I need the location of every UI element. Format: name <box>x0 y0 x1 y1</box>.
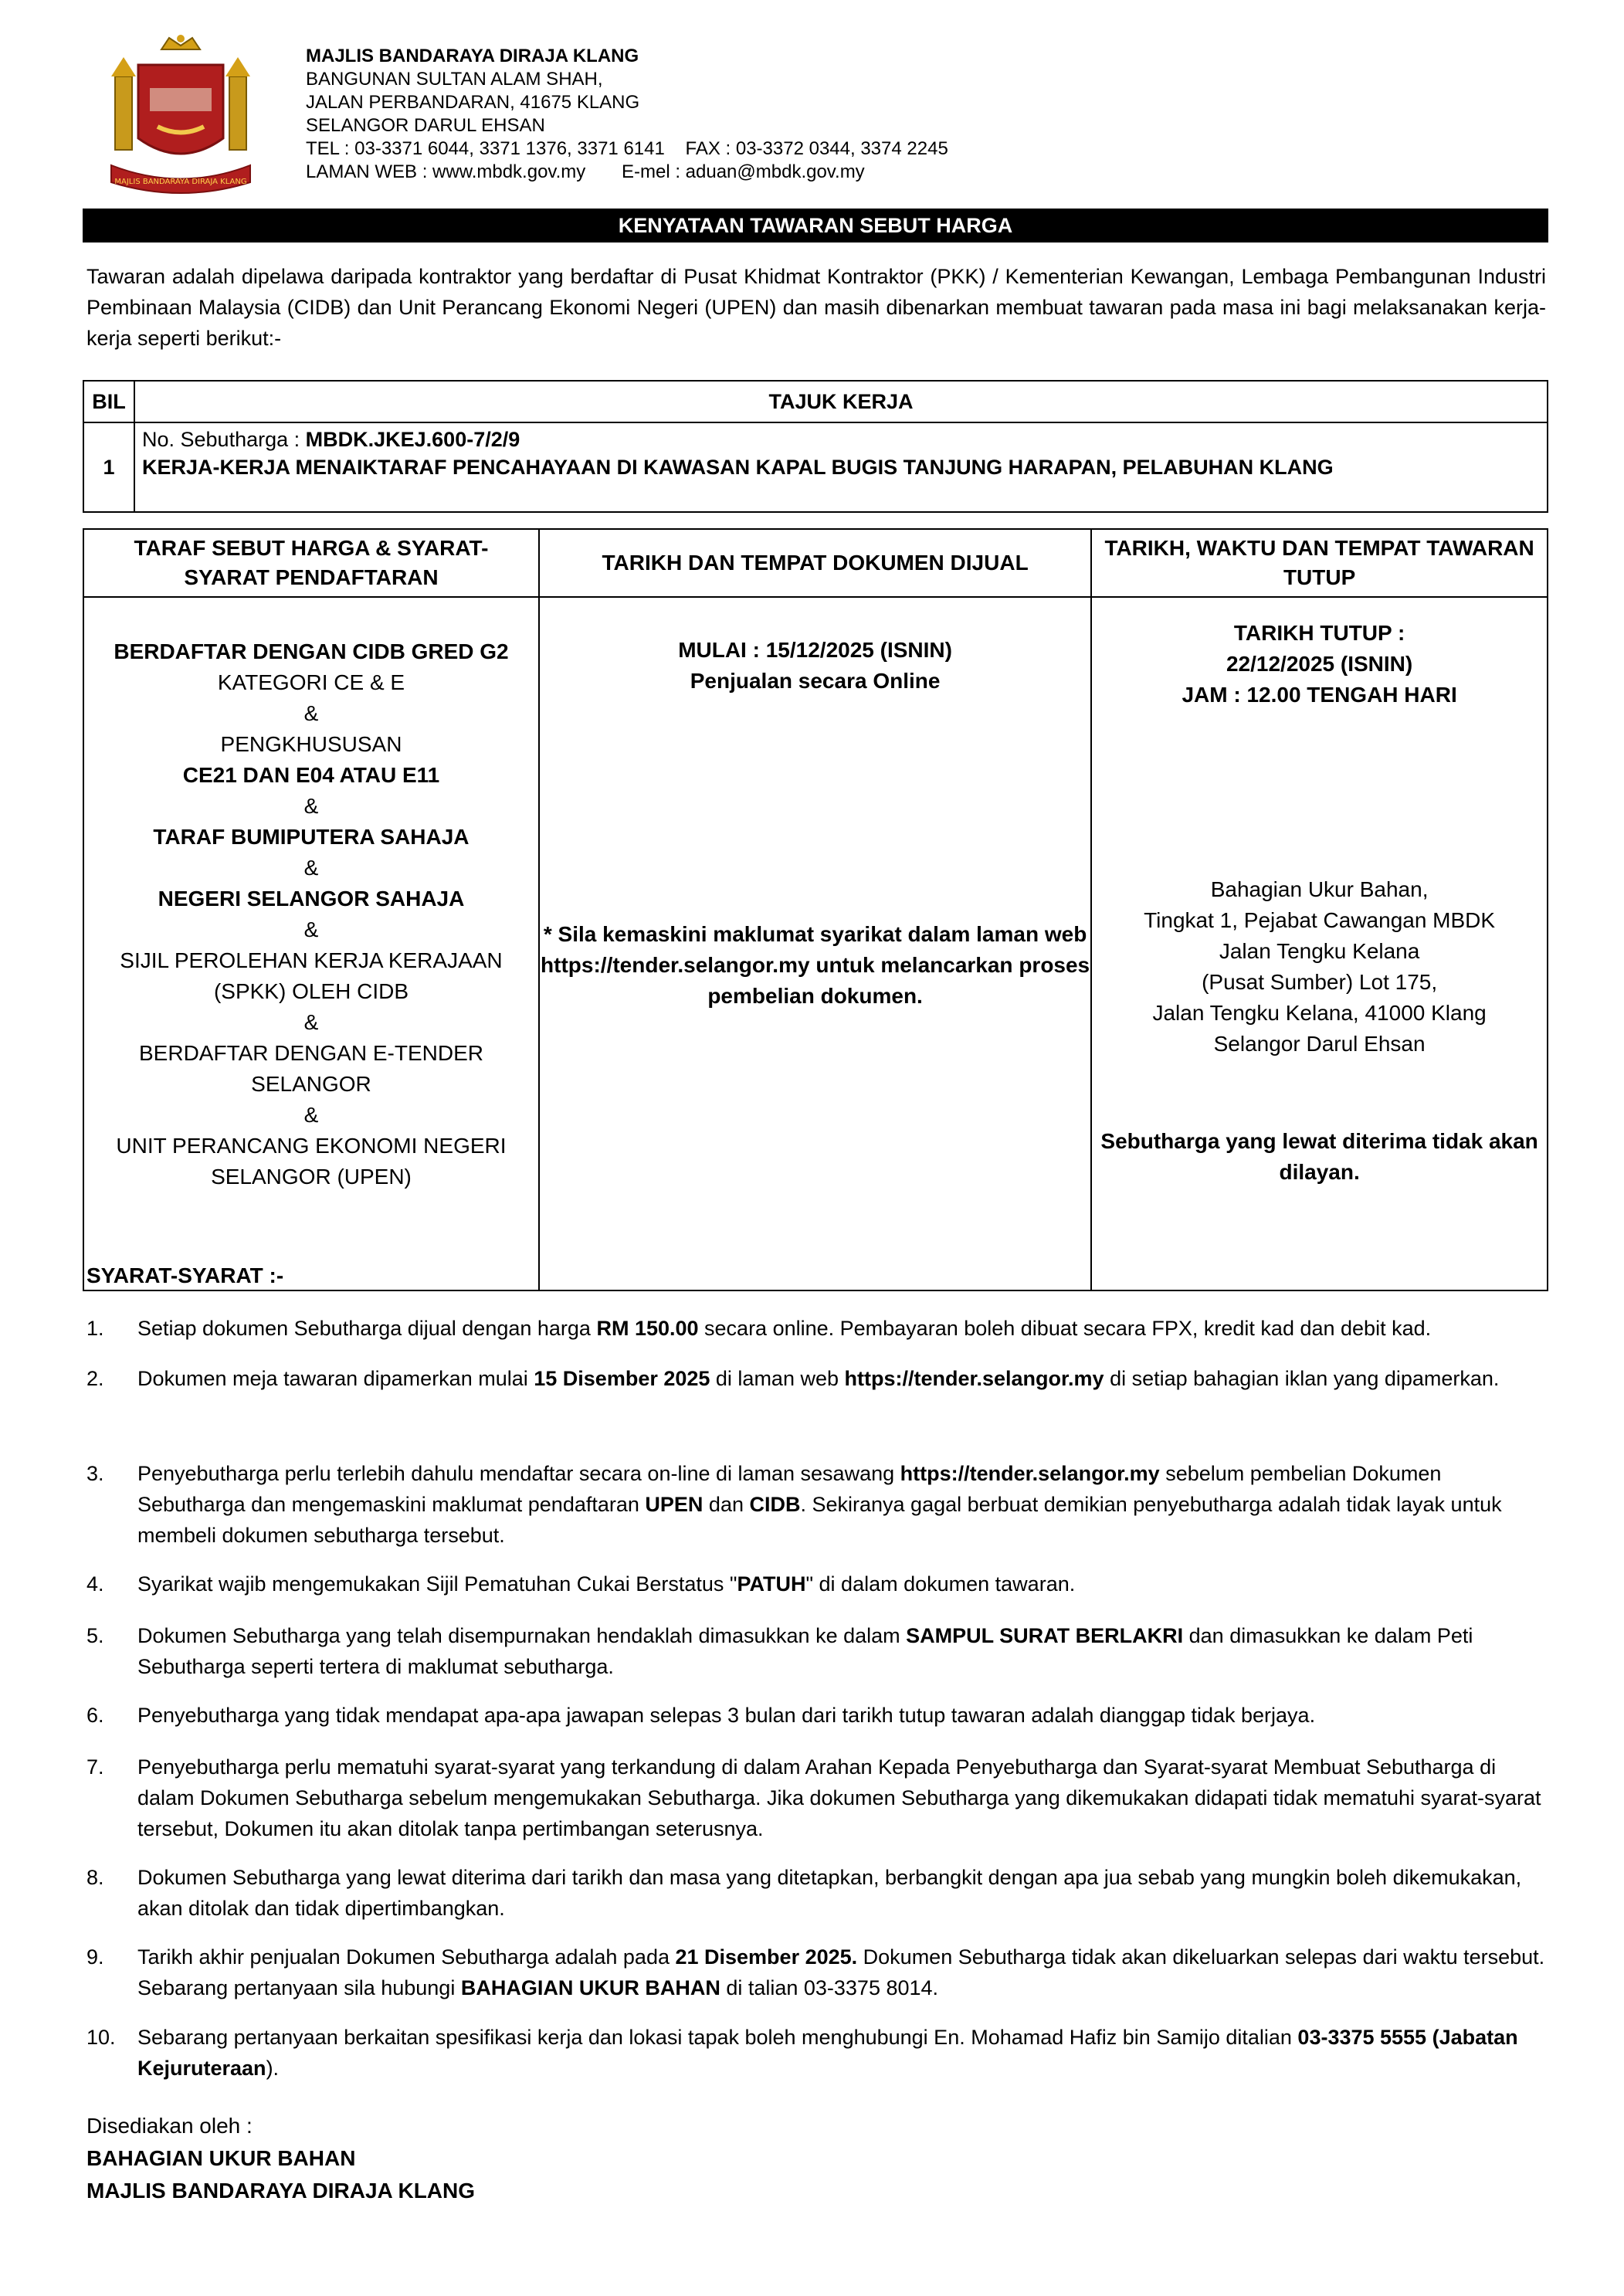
condition-segment: " di dalam dokumen tawaran. <box>805 1572 1076 1596</box>
condition-emphasis: PATUH <box>737 1572 806 1596</box>
closing-time: JAM : 12.00 TENGAH HARI <box>1182 683 1457 707</box>
condition-emphasis: https://tender.selangor.my <box>900 1462 1160 1485</box>
req-kategori: KATEGORI CE & E <box>217 670 405 694</box>
condition-segment: Dokumen Sebutharga yang telah disempurnakan hendaklah dimasukkan ke dalam <box>137 1624 907 1647</box>
condition-item <box>86 1942 1546 2003</box>
req-upen: UNIT PERANCANG EKONOMI NEGERI SELANGOR (UPEN) <box>116 1134 507 1189</box>
web-email: LAMAN WEB : www.mbdk.gov.my E-mel : aduan@mbdk.gov.my <box>306 161 865 182</box>
condition-emphasis: UPEN <box>645 1493 704 1516</box>
condition-number: 3. <box>86 1462 104 1485</box>
condition-item <box>86 1458 1546 1551</box>
header-tarikh-tutup: TARIKH, WAKTU DAN TEMPAT TAWARAN TUTUP <box>1091 529 1548 597</box>
ampersand: & <box>303 1010 319 1034</box>
condition-item <box>86 1700 1546 1731</box>
address-line-1: BANGUNAN SULTAN ALAM SHAH, <box>306 69 603 90</box>
letterhead <box>103 34 1571 201</box>
condition-text <box>137 1363 1546 1394</box>
ampersand: & <box>303 1103 319 1127</box>
closing-label: TARIKH TUTUP : <box>1233 621 1405 645</box>
prepared-org: MAJLIS BANDARAYA DIRAJA KLANG <box>86 2179 476 2203</box>
condition-segment: ). <box>266 2057 280 2080</box>
condition-item <box>86 1620 1546 1682</box>
condition-text <box>137 1942 1546 2003</box>
address-line: Selangor Darul Ehsan <box>1213 1032 1426 1056</box>
closing-info <box>1091 597 1548 1290</box>
condition-number: 8. <box>86 1866 104 1889</box>
ref-number: MBDK.JKEJ.600-7/2/9 <box>305 428 520 451</box>
address-line: Bahagian Ukur Bahan, <box>1210 877 1429 901</box>
condition-segment: secara online. Pembayaran boleh dibuat secara FPX, kredit kad dan debit kad. <box>698 1317 1432 1340</box>
closing-address <box>1092 874 1547 1060</box>
condition-segment: dan <box>703 1493 750 1516</box>
condition-number: 5. <box>86 1624 104 1647</box>
condition-number: 4. <box>86 1572 104 1596</box>
req-selangor: NEGERI SELANGOR SAHAJA <box>158 887 465 911</box>
req-cidb: BERDAFTAR DENGAN CIDB GRED G2 <box>114 639 509 663</box>
condition-segment: Penyebutharga perlu terlebih dahulu mendaftar secara on-line di laman sesawang <box>137 1462 900 1485</box>
intro-paragraph: Tawaran adalah dipelawa daripada kontraktor yang berdaftar di Pusat Khidmat Kontraktor (PKK) / Kementerian Kewangan, Lembaga Pembangunan Industri Pembinaan Malaysia (CIDB) dan Unit Perancang Ekonomi Negeri (UPEN) dan masih dibenarkan membuat tawaran pada masa ini bagi melaksanakan kerja-kerja seperti berikut:- <box>86 265 1546 350</box>
condition-text <box>137 2022 1546 2084</box>
condition-emphasis: CIDB <box>749 1493 801 1516</box>
condition-item <box>86 1862 1546 1924</box>
closing-date: 22/12/2025 (ISNIN) <box>1226 652 1413 676</box>
address-line: (Pusat Sumber) Lot 175, <box>1202 970 1438 994</box>
address-line-3: SELANGOR DARUL EHSAN <box>306 115 545 136</box>
condition-emphasis: RM 150.00 <box>596 1317 699 1340</box>
condition-number: 1. <box>86 1317 104 1340</box>
work-cell <box>134 422 1548 512</box>
condition-segment: Dokumen Sebutharga yang lewat diterima dari tarikh dan masa yang ditetapkan, berbangkit dengan apa jua sebab yang mungkin boleh dikemukakan, akan ditolak dan tidak dipertimbangkan. <box>137 1866 1522 1920</box>
work-title-table <box>83 380 1548 513</box>
sale-info <box>539 597 1091 1290</box>
condition-segment: di talian 03-3375 8014. <box>720 1976 939 1999</box>
condition-item <box>86 1363 1546 1394</box>
req-spkk: SIJIL PEROLEHAN KERJA KERAJAAN (SPKK) OLEH CIDB <box>120 948 503 1003</box>
condition-emphasis: BAHAGIAN UKUR BAHAN <box>460 1976 720 1999</box>
condition-text <box>137 1620 1546 1682</box>
condition-number: 10. <box>86 2026 116 2049</box>
condition-segment: sebelum pembelian Dokumen Sebutharga dan mengemaskini maklumat pendaftaran <box>137 1462 1442 1516</box>
req-pengkhususan-label: PENGKHUSUSAN <box>220 732 402 756</box>
condition-item <box>86 1313 1546 1344</box>
condition-segment: Penyebutharga yang tidak mendapat apa-apa jawapan selepas 3 bulan dari tarikh tutup tawaran adalah dianggap tidak berjaya. <box>137 1704 1316 1727</box>
condition-emphasis: https://tender.selangor.my <box>844 1367 1104 1390</box>
condition-item <box>86 1569 1546 1599</box>
condition-number: 7. <box>86 1755 104 1779</box>
condition-emphasis: SAMPUL SURAT BERLAKRI <box>906 1624 1184 1647</box>
req-bumiputera: TARAF BUMIPUTERA SAHAJA <box>153 825 470 849</box>
condition-text <box>137 1862 1546 1924</box>
sale-start-date: MULAI : 15/12/2025 (ISNIN) <box>678 638 952 662</box>
ampersand: & <box>303 856 319 880</box>
address-line: Jalan Tengku Kelana <box>1219 939 1420 963</box>
condition-text <box>137 1752 1546 1844</box>
details-table <box>83 528 1548 1291</box>
condition-text <box>137 1313 1546 1344</box>
header-tarikh-dijual: TARIKH DAN TEMPAT DOKUMEN DIJUAL <box>539 529 1091 597</box>
header-tajuk-kerja: TAJUK KERJA <box>134 381 1548 422</box>
svg-text:MAJLIS BANDARAYA DIRAJA KLANG: MAJLIS BANDARAYA DIRAJA KLANG <box>114 178 247 186</box>
ampersand: & <box>303 701 319 725</box>
sale-note: * Sila kemaskini maklumat syarikat dalam laman web https://tender.selangor.my untuk melancarkan proses pembelian dokumen. <box>541 922 1090 1008</box>
mbdk-crest-icon <box>103 34 258 196</box>
registration-requirements <box>83 597 539 1290</box>
row-number: 1 <box>83 422 134 512</box>
req-pengkhususan: CE21 DAN E04 ATAU E11 <box>182 763 440 787</box>
late-note: Sebutharga yang lewat diterima tidak akan dilayan. <box>1100 1129 1538 1184</box>
condition-emphasis: 15 Disember 2025 <box>534 1367 710 1390</box>
address-line: Jalan Tengku Kelana, 41000 Klang <box>1152 1001 1487 1025</box>
condition-segment: Sebarang pertanyaan berkaitan spesifikasi kerja dan lokasi tapak boleh menghubungi En. Mohamad Hafiz bin Samijo ditalian <box>137 2026 1298 2049</box>
ampersand: & <box>303 794 319 818</box>
condition-emphasis: 03-3375 5555 (Jabatan Kejuruteraan <box>137 2026 1518 2080</box>
condition-text <box>137 1458 1546 1551</box>
condition-text <box>137 1569 1546 1599</box>
prepared-dept: BAHAGIAN UKUR BAHAN <box>86 2146 356 2170</box>
sale-method: Penjualan secara Online <box>690 669 941 693</box>
header-bil: BIL <box>83 381 134 422</box>
condition-number: 6. <box>86 1704 104 1727</box>
address-line-2: JALAN PERBANDARAN, 41675 KLANG <box>306 92 640 113</box>
condition-segment: dan dimasukkan ke dalam Peti Sebutharga seperti tertera di maklumat sebutharga. <box>137 1624 1473 1678</box>
condition-segment: di laman web <box>710 1367 845 1390</box>
address-line: Tingkat 1, Pejabat Cawangan MBDK <box>1144 908 1496 932</box>
phone-fax: TEL : 03-3371 6044, 3371 1376, 3371 6141 FAX : 03-3372 0344, 3374 2245 <box>306 138 948 159</box>
condition-number: 9. <box>86 1945 104 1969</box>
condition-text <box>137 1700 1546 1731</box>
prepared-by <box>86 2110 475 2207</box>
conditions-heading: SYARAT-SYARAT :- <box>86 1263 284 1287</box>
condition-item <box>86 2022 1546 2084</box>
prepared-label: Disediakan oleh : <box>86 2114 253 2138</box>
condition-segment: Dokumen meja tawaran dipamerkan mulai <box>137 1367 534 1390</box>
org-name: MAJLIS BANDARAYA DIRAJA KLANG <box>306 46 639 66</box>
page-title: KENYATAAN TAWARAN SEBUT HARGA <box>83 209 1548 242</box>
work-title: KERJA-KERJA MENAIKTARAF PENCAHAYAAN DI KAWASAN KAPAL BUGIS TANJUNG HARAPAN, PELABUHAN KLANG <box>142 456 1334 479</box>
condition-segment: Penyebutharga perlu mematuhi syarat-syarat yang terkandung di dalam Arahan Kepada Penyebutharga dan Syarat-syarat Membuat Sebutharga di dalam Dokumen Sebutharga sebelum mengemukakan Sebutharga. Jika dokumen Sebutharga yang dikemukakan didapati tidak mematuhi syarat-syarat tersebut, Dokumen itu akan ditolak tanpa pertimbangan seterusnya. <box>137 1755 1541 1840</box>
ampersand: & <box>303 917 319 941</box>
condition-segment: Tarikh akhir penjualan Dokumen Sebutharga adalah pada <box>137 1945 676 1969</box>
condition-segment: Syarikat wajib mengemukakan Sijil Pematuhan Cukai Berstatus " <box>137 1572 737 1596</box>
condition-segment: Dokumen Sebutharga tidak akan dikeluarkan selepas dari waktu tersebut. Sebarang pertanyaan sila hubungi <box>137 1945 1545 1999</box>
req-etender: BERDAFTAR DENGAN E-TENDER SELANGOR <box>139 1041 483 1096</box>
condition-segment: Setiap dokumen Sebutharga dijual dengan harga <box>137 1317 597 1340</box>
ref-label: No. Sebutharga : <box>142 428 306 451</box>
condition-segment: di setiap bahagian iklan yang dipamerkan. <box>1104 1367 1500 1390</box>
condition-emphasis: 21 Disember 2025. <box>675 1945 858 1969</box>
condition-segment: . Sekiranya gagal berbuat demikian penyebutharga adalah tidak layak untuk membeli dokumen sebutharga tersebut. <box>137 1493 1502 1547</box>
header-taraf: TARAF SEBUT HARGA & SYARAT-SYARAT PENDAFTARAN <box>83 529 539 597</box>
condition-item <box>86 1752 1546 1844</box>
condition-number: 2. <box>86 1367 104 1390</box>
